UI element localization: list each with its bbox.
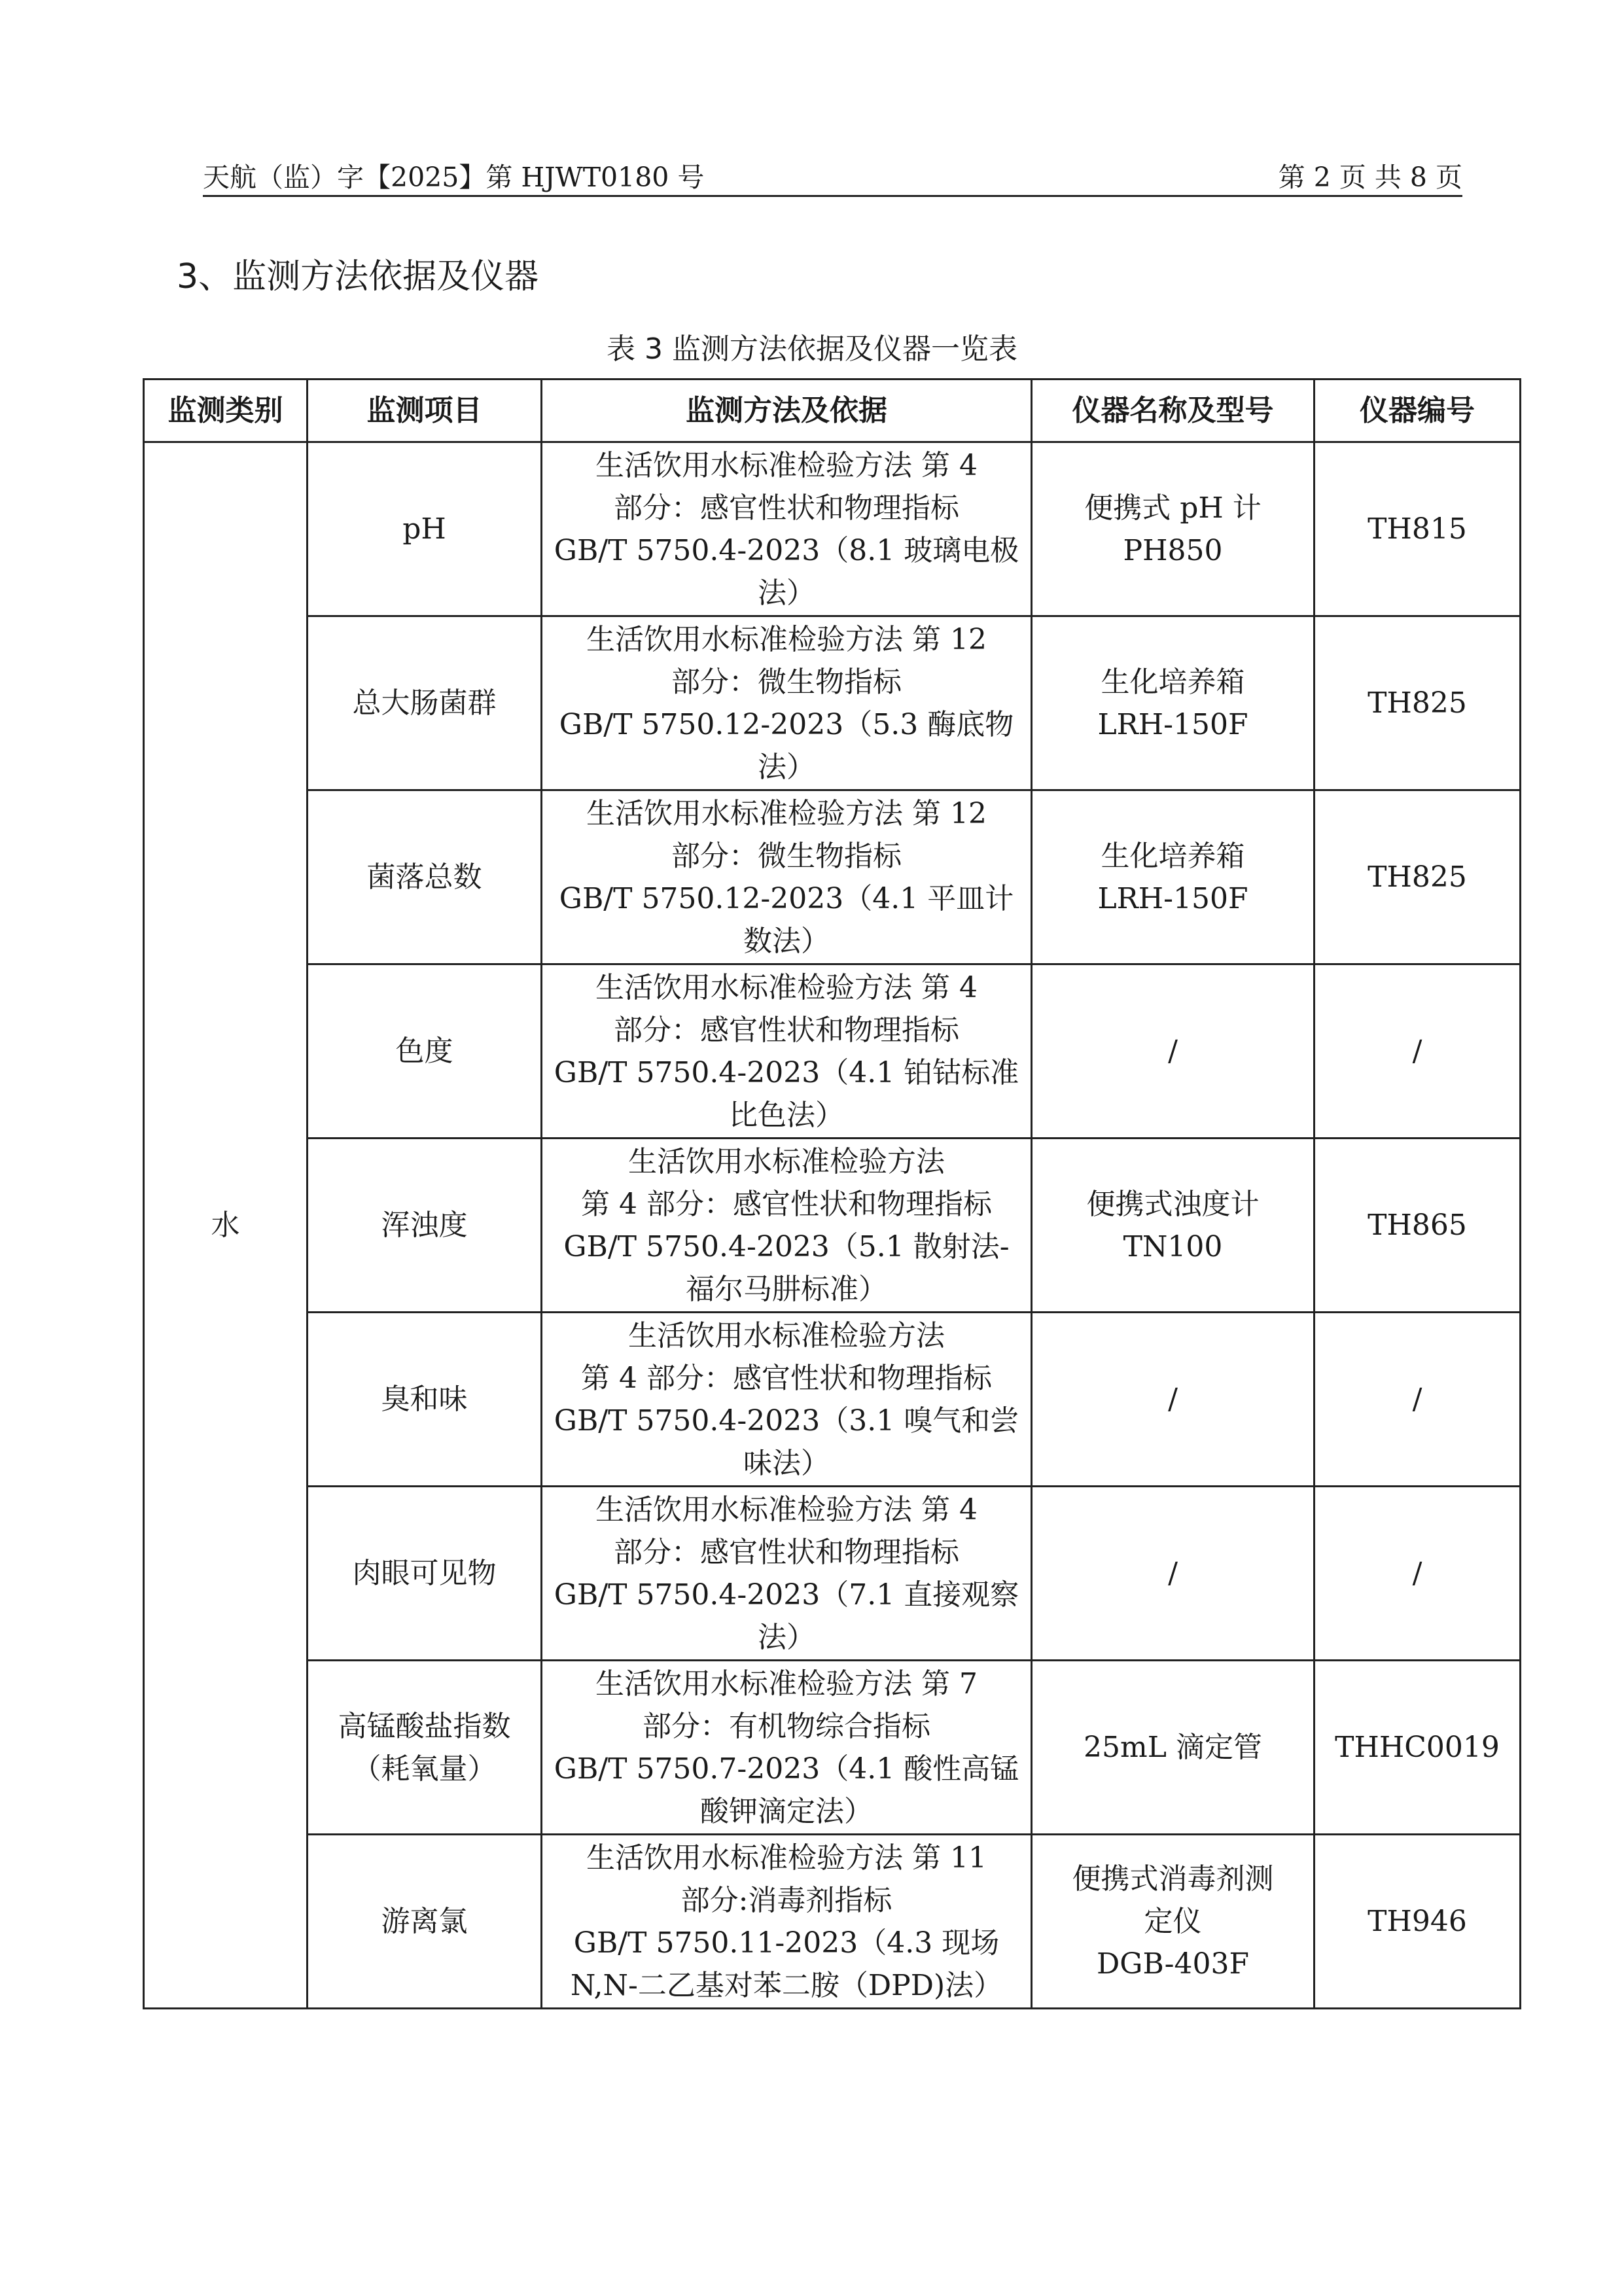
instrument-cell-line: / [1168,1034,1178,1068]
instrument-cell [1032,1487,1315,1661]
method-cell-line: 数法） [743,924,830,958]
method-cell [542,1835,1032,2009]
item-cell [308,1139,542,1313]
method-cell-line: 法） [758,750,815,784]
method-cell-line: 第 4 部分：感官性状和物理指标 [581,1361,992,1395]
section-title: 3、监测方法依据及仪器 [177,257,539,296]
instrument-cell [1032,1313,1315,1487]
method-cell-line: 福尔马肼标准） [686,1272,887,1306]
method-cell-line: 第 4 部分：感官性状和物理指标 [581,1187,992,1221]
method-cell-line: 生活饮用水标准检验方法 第 4 [595,1492,978,1527]
item-cell [308,1487,542,1661]
instrument-cell [1032,1661,1315,1835]
instrument-cell-line: 便携式消毒剂测 [1072,1862,1274,1896]
method-cell-line: 比色法） [729,1098,844,1132]
method-cell-line: 生活饮用水标准检验方法 第 4 [595,448,978,482]
item-cell-line: 总大肠菌群 [352,686,497,720]
method-cell-line: GB/T 5750.4-2023（4.1 铂钴标准 [554,1055,1019,1089]
method-cell [542,964,1032,1139]
method-cell [542,442,1032,616]
method-table [143,378,1521,2009]
item-cell-line: （耗氧量） [352,1752,497,1786]
table-caption: 表 3 监测方法依据及仪器一览表 [607,332,1017,366]
instrument-number-cell: / [1315,1487,1521,1661]
method-cell-line: 酸钾滴定法） [700,1794,873,1828]
method-cell-line: GB/T 5750.11-2023（4.3 现场 [573,1926,1000,1960]
instrument-cell-line: / [1168,1383,1178,1416]
column-header: 监测方法及依据 [542,380,1032,442]
instrument-cell-line: 定仪 [1144,1905,1202,1938]
item-cell-line: 高锰酸盐指数 [338,1709,511,1743]
instrument-cell-line: / [1168,1557,1178,1590]
instrument-cell [1032,1835,1315,2009]
instrument-cell [1032,964,1315,1139]
table-row [144,1835,1521,2009]
method-cell-line: 生活饮用水标准检验方法 [628,1318,945,1352]
column-header: 监测项目 [308,380,542,442]
method-cell-line: N,N-二乙基对苯二胺（DPD)法） [570,1968,1003,2002]
method-cell-line: GB/T 5750.4-2023（8.1 玻璃电极 [554,533,1019,567]
item-cell [308,1661,542,1835]
category-cell: 水 [144,442,308,2009]
item-cell-line: 臭和味 [381,1383,468,1416]
instrument-cell [1032,790,1315,964]
table-row [144,790,1521,964]
item-cell-line: pH [402,512,446,546]
instrument-cell-line: 便携式浊度计 [1086,1187,1260,1221]
instrument-number-cell: / [1315,964,1521,1139]
column-header: 仪器名称及型号 [1032,380,1315,442]
item-cell-line: 游离氯 [381,1905,468,1938]
table-row [144,442,1521,616]
table-header-row [144,380,1521,442]
instrument-number-cell: TH815 [1315,442,1521,616]
method-cell [542,616,1032,790]
method-cell-line: 法） [758,576,815,610]
item-cell [308,1313,542,1487]
item-cell [308,964,542,1139]
item-cell [308,442,542,616]
method-cell-line: GB/T 5750.4-2023（3.1 嗅气和尝 [554,1404,1019,1438]
instrument-cell-line: 25mL 滴定管 [1084,1731,1262,1764]
method-cell-line: 部分:消毒剂指标 [680,1883,892,1917]
method-cell-line: 生活饮用水标准检验方法 第 12 [586,622,987,656]
instrument-number-cell: TH865 [1315,1139,1521,1313]
method-cell [542,1487,1032,1661]
method-cell-line: 部分：感官性状和物理指标 [614,1013,959,1047]
item-cell [308,790,542,964]
report-number: 天航（监）字【2025】第 HJWT0180 号 [203,162,705,193]
instrument-number-cell: / [1315,1313,1521,1487]
instrument-cell [1032,1139,1315,1313]
method-cell-line: 味法） [743,1446,830,1480]
method-cell-line: 部分：微生物指标 [671,665,902,699]
method-cell-line: 部分：有机物综合指标 [643,1709,930,1743]
instrument-cell-line: PH850 [1123,533,1223,567]
item-cell-line: 色度 [395,1034,453,1068]
instrument-cell-line: 生化培养箱 [1101,665,1245,699]
method-cell-line: 部分：感官性状和物理指标 [614,1535,959,1569]
instrument-cell [1032,442,1315,616]
page-info: 第 2 页 共 8 页 [1278,162,1462,193]
table-row [144,1487,1521,1661]
item-cell-line: 肉眼可见物 [352,1557,497,1590]
instrument-number-cell: TH825 [1315,790,1521,964]
method-cell-line: 生活饮用水标准检验方法 [628,1144,945,1178]
method-cell-line: GB/T 5750.4-2023（5.1 散射法- [563,1229,1010,1263]
method-cell-line: 部分：感官性状和物理指标 [614,491,959,525]
instrument-cell-line: 生化培养箱 [1101,839,1245,873]
method-cell-line: GB/T 5750.7-2023（4.1 酸性高锰 [554,1752,1019,1786]
instrument-number-cell: TH946 [1315,1835,1521,2009]
method-cell-line: 生活饮用水标准检验方法 第 11 [586,1841,987,1875]
table-row [144,964,1521,1139]
table-row [144,1661,1521,1835]
method-cell-line: GB/T 5750.12-2023（4.1 平皿计 [559,881,1014,915]
table-row [144,1313,1521,1487]
method-cell-line: GB/T 5750.4-2023（7.1 直接观察 [554,1578,1019,1612]
instrument-cell [1032,616,1315,790]
instrument-cell-line: DGB-403F [1097,1947,1249,1981]
method-cell-line: GB/T 5750.12-2023（5.3 酶底物 [559,707,1014,741]
method-cell [542,1313,1032,1487]
instrument-cell-line: LRH-150F [1097,707,1248,741]
item-cell [308,616,542,790]
table-row [144,616,1521,790]
item-cell [308,1835,542,2009]
method-cell [542,1139,1032,1313]
page-header [203,152,1462,197]
method-cell-line: 法） [758,1620,815,1654]
method-cell-line: 生活饮用水标准检验方法 第 4 [595,970,978,1004]
instrument-cell-line: TN100 [1123,1229,1223,1263]
column-header: 仪器编号 [1315,380,1521,442]
method-cell-line: 生活饮用水标准检验方法 第 7 [595,1667,978,1701]
item-cell-line: 浑浊度 [381,1209,468,1242]
instrument-cell-line: 便携式 pH 计 [1084,491,1262,525]
method-cell [542,790,1032,964]
item-cell-line: 菌落总数 [366,860,482,894]
method-cell [542,1661,1032,1835]
table-row [144,1139,1521,1313]
instrument-number-cell: THHC0019 [1315,1661,1521,1835]
instrument-number-cell: TH825 [1315,616,1521,790]
column-header: 监测类别 [144,380,308,442]
method-cell-line: 部分：微生物指标 [671,839,902,873]
instrument-cell-line: LRH-150F [1097,881,1248,915]
method-cell-line: 生活饮用水标准检验方法 第 12 [586,796,987,830]
